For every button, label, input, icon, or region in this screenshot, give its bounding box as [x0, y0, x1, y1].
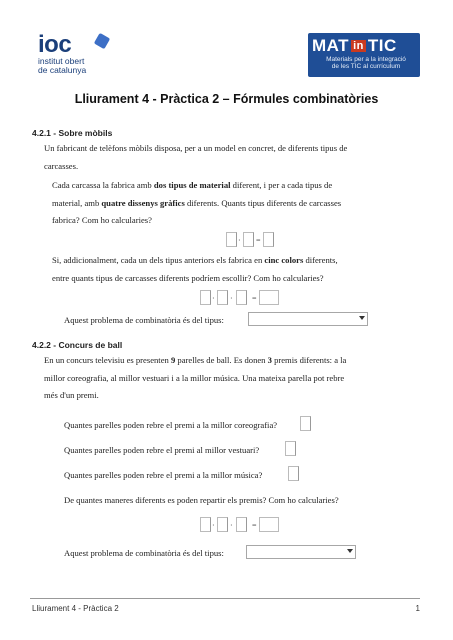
answer-box-s2-q2[interactable] — [285, 441, 296, 456]
s2-question-4: De quantes maneres diferents es poden repartir els premis? Com ho calcularies? — [64, 495, 339, 505]
ioc-logo-name: ioc — [38, 31, 72, 58]
s1-question-2: Si, addicionalment, cada un dels tipus anteriors els fabrica en cinc colors diferents, entre quants tipus de carcasses diferents podríem escollir? Com ho calcularies? — [52, 255, 338, 283]
page-title: Lliurament 4 - Pràctica 2 – Fórmules combinatòries — [74, 92, 379, 106]
ioc-logo-sub2: de catalunya — [38, 64, 87, 75]
s2-question-3: Quantes parelles poden rebre el premi a la millor música? — [64, 470, 263, 480]
answer-box-s2-q3[interactable] — [288, 466, 299, 481]
equals-symbol: = — [252, 294, 257, 303]
answer-box-s1-q1-b[interactable] — [243, 232, 254, 247]
mattic-logo — [308, 33, 420, 77]
s1-combo-label: Aquest problema de combinatòria és del tipus: — [64, 315, 224, 325]
footer-divider — [30, 598, 420, 599]
answer-box-s1-q1-result[interactable] — [263, 232, 274, 247]
s1-question-1: Cada carcassa la fabrica amb dos tipus de material diferent, i per a cada tipus de material, amb quatre dissenys gràfics diferents. Quants tipus diferents de carcasses fabrica? Com ho calcularies? — [52, 180, 342, 225]
dot-symbol: · — [212, 521, 215, 530]
equals-symbol: = — [256, 236, 261, 245]
answer-box-s1-q2-c[interactable] — [236, 290, 247, 305]
s1-combinatorics-type-select[interactable] — [248, 312, 368, 326]
answer-box-s2-q4-a[interactable] — [200, 517, 211, 532]
dot-symbol: · — [230, 294, 233, 303]
dot-symbol: · — [212, 294, 215, 303]
answer-box-s1-q1-a[interactable] — [226, 232, 237, 247]
answer-box-s2-q1[interactable] — [300, 416, 311, 431]
ioc-logo-sub1: institut obert — [38, 56, 85, 66]
answer-box-s2-q4-b[interactable] — [217, 517, 228, 532]
s2-intro: En un concurs televisiu es presenten 9 parelles de ball. Es donen 3 premis diferents: a la millor coreografia, al millor vestuari i a la millor música. Una mateixa parella pot rebre més d'un premi. — [44, 355, 347, 400]
section-heading-concurs: 4.2.2 - Concurs de ball — [32, 340, 123, 350]
section-heading-mobils: 4.2.1 - Sobre mòbils — [32, 128, 113, 138]
dot-symbol: · — [238, 236, 241, 245]
footer-label: Lliurament 4 - Pràctica 2 — [32, 604, 119, 613]
answer-box-s2-q4-c[interactable] — [236, 517, 247, 532]
s2-question-2: Quantes parelles poden rebre el premi al millor vestuari? — [64, 445, 260, 455]
s2-question-1: Quantes parelles poden rebre el premi a la millor coreografia? — [64, 420, 278, 430]
ioc-logo — [38, 33, 118, 75]
s2-combinatorics-type-select[interactable] — [246, 545, 356, 559]
answer-box-s1-q2-result[interactable] — [259, 290, 279, 305]
answer-box-s2-q4-result[interactable] — [259, 517, 279, 532]
chevron-down-icon — [359, 316, 365, 320]
mattic-logo-text: MAT in TIC — [312, 36, 397, 55]
page-number: 1 — [415, 604, 420, 613]
dot-symbol: · — [230, 521, 233, 530]
mattic-logo-sub: Materials per a la integració de les TIC al currículum — [326, 56, 406, 70]
answer-box-s1-q2-b[interactable] — [217, 290, 228, 305]
s2-combo-label: Aquest problema de combinatòria és del tipus: — [64, 548, 224, 558]
s1-intro: Un fabricant de telèfons mòbils disposa, per a un model en concret, de diferents tipus de carcasses. — [44, 143, 348, 171]
equals-symbol: = — [252, 521, 257, 530]
chevron-down-icon — [347, 549, 353, 553]
answer-box-s1-q2-a[interactable] — [200, 290, 211, 305]
